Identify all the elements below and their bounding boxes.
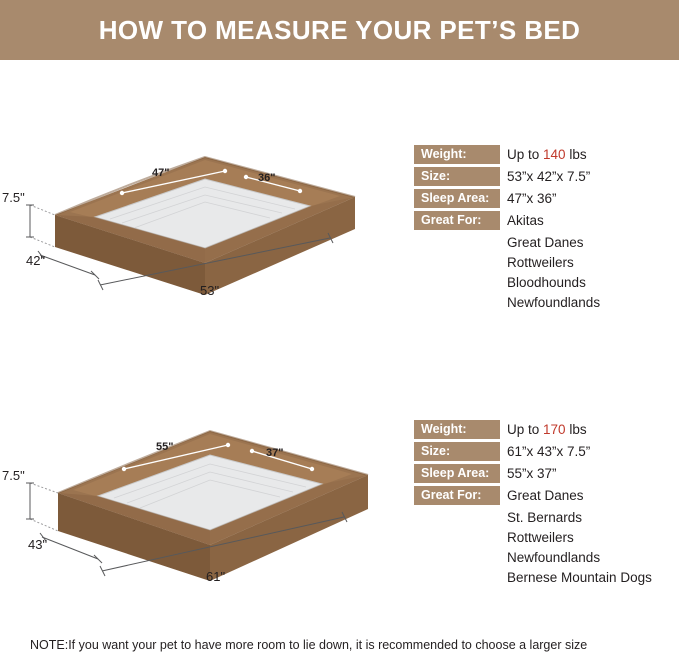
great-for-list-large [414, 233, 674, 313]
dim-inner-width-xlarge: 55" [156, 441, 174, 453]
spec-label-size: Size: [414, 167, 500, 186]
spec-row-great-for [414, 211, 674, 230]
great-for-list-xlarge [414, 508, 674, 588]
list-item: Bernese Mountain Dogs [507, 570, 652, 585]
list-item: Bloodhounds [507, 275, 586, 290]
spec-value-great-for-first: Great Danes [507, 488, 584, 503]
spec-row-size [414, 442, 674, 461]
spec-label-sleep-area: Sleep Area: [414, 464, 500, 483]
spec-label-great-for: Great For: [414, 211, 500, 230]
dim-depth-large: 42" [26, 253, 46, 268]
list-item: Newfoundlands [507, 550, 601, 565]
list-item: Newfoundlands [507, 295, 601, 310]
page-header [0, 0, 679, 60]
spec-row-weight [414, 145, 674, 164]
spec-value-weight [500, 420, 587, 439]
spec-panel-large [414, 145, 674, 329]
dim-inner-depth-large: 36" [258, 172, 276, 184]
spec-label-weight: Weight: [414, 420, 500, 439]
list-item: Rottweilers [507, 530, 574, 545]
page-title: HOW TO MEASURE YOUR PET’S BED [98, 14, 581, 45]
list-item: Great Danes [507, 235, 584, 250]
bed-drawing-xlarge [0, 385, 400, 625]
spec-value-great-for-first: Akitas [507, 213, 544, 228]
spec-row-great-for [414, 486, 674, 505]
product-block-xlarge [0, 385, 679, 625]
dim-height-large: 7.5" [2, 190, 25, 205]
list-item: Rottweilers [507, 255, 574, 270]
weight-number: 170 [543, 422, 566, 437]
spec-label-size: Size: [414, 442, 500, 461]
spec-label-weight: Weight: [414, 145, 500, 164]
dim-inner-width-large: 47" [152, 167, 170, 179]
spec-row-weight [414, 420, 674, 439]
weight-number: 140 [543, 147, 566, 162]
spec-label-sleep-area: Sleep Area: [414, 189, 500, 208]
spec-row-sleep-area [414, 189, 674, 208]
dim-width-large: 53" [200, 283, 220, 298]
dim-height-xlarge: 7.5" [2, 468, 25, 483]
weight-suffix: lbs [565, 422, 587, 437]
weight-prefix: Up to [507, 422, 544, 437]
spec-label-great-for: Great For: [414, 486, 500, 505]
spec-panel-xlarge [414, 420, 674, 604]
dim-inner-depth-xlarge: 37" [266, 447, 284, 459]
dim-depth-xlarge: 43" [28, 537, 48, 552]
bed-illustration-large [0, 105, 400, 335]
spec-row-sleep-area [414, 464, 674, 483]
dim-width-xlarge: 61" [206, 569, 226, 584]
weight-suffix: lbs [565, 147, 587, 162]
spec-row-size [414, 167, 674, 186]
spec-value-sleep-area: 55”x 37” [507, 466, 557, 481]
list-item: St. Bernards [507, 510, 583, 525]
weight-prefix: Up to [507, 147, 544, 162]
bed-drawing-large [0, 105, 400, 335]
footer-note: NOTE:If you want your pet to have more room to lie down, it is recommended to choose a larger size [30, 638, 588, 652]
product-block-large [0, 105, 679, 335]
spec-value-size: 53”x 42”x 7.5” [507, 169, 591, 184]
bed-illustration-xlarge [0, 385, 400, 625]
spec-value-size: 61”x 43”x 7.5” [507, 444, 591, 459]
spec-value-sleep-area: 47”x 36” [507, 191, 557, 206]
spec-value-weight [500, 145, 587, 164]
